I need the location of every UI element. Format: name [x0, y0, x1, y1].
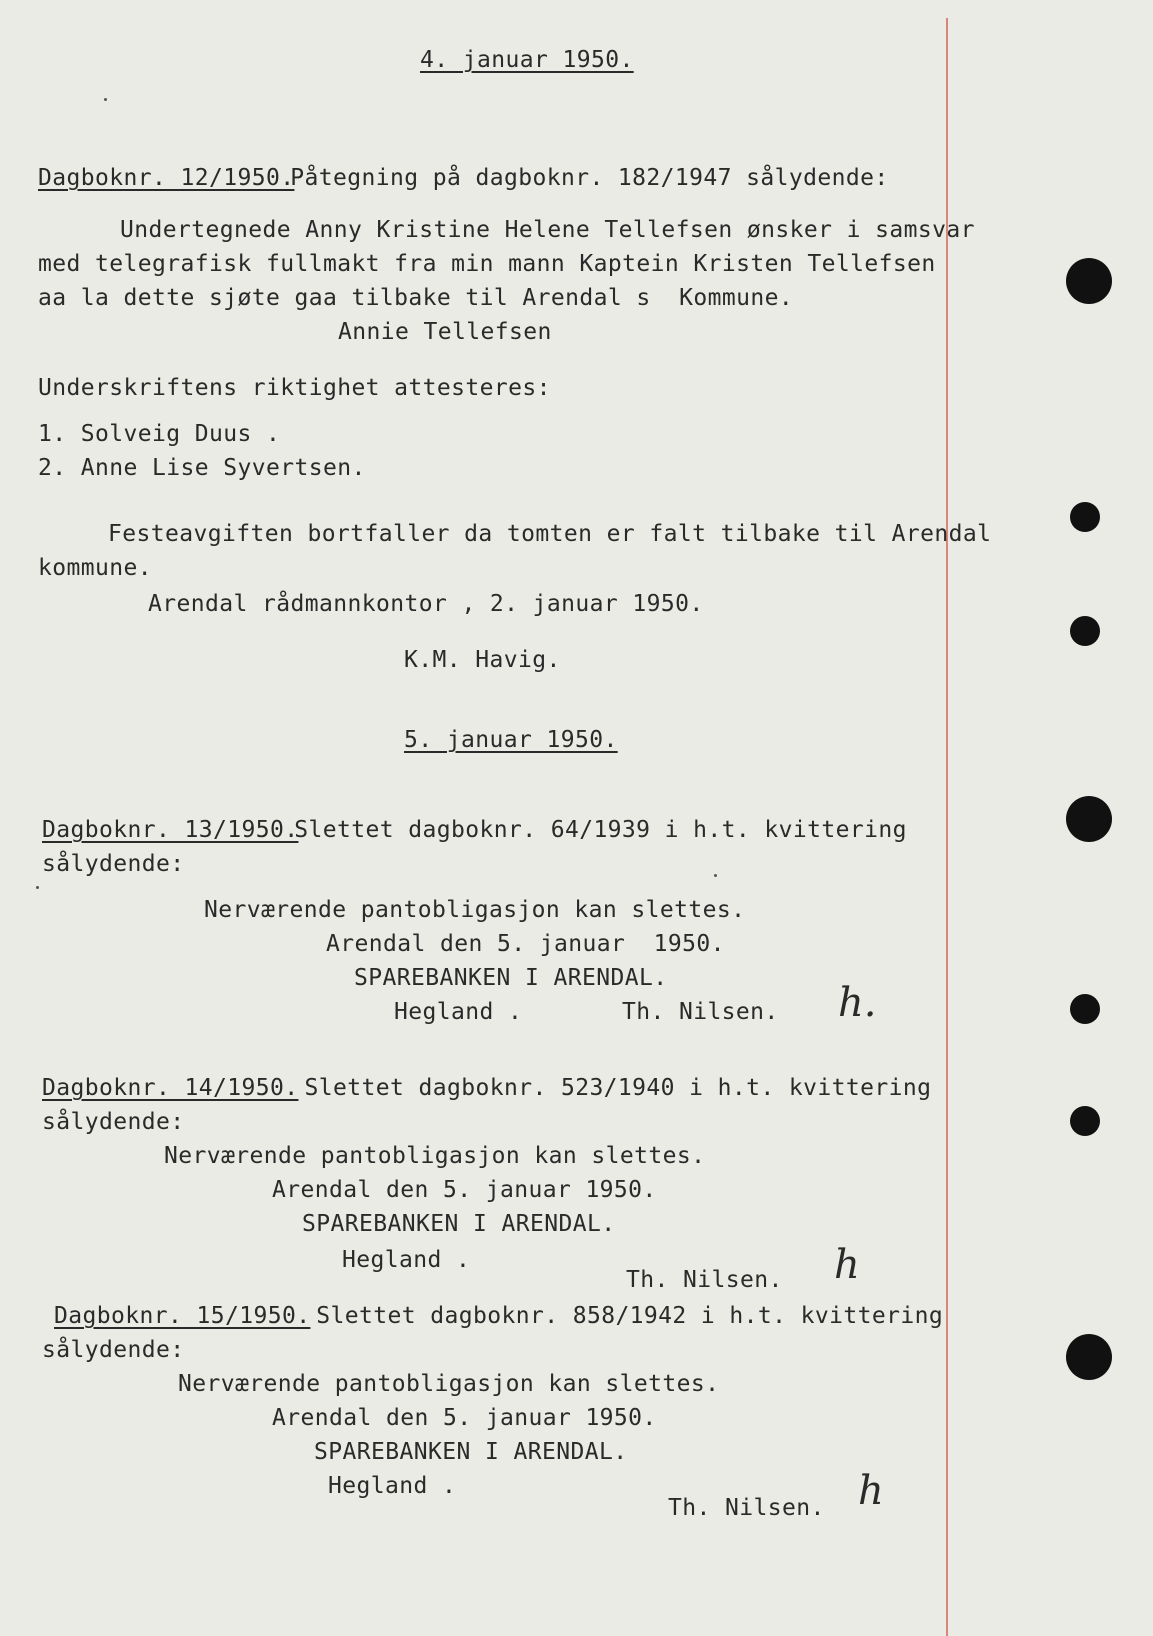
punch-hole: [1070, 1106, 1100, 1136]
entry-12-number: Dagboknr. 12/1950.: [38, 165, 295, 191]
punch-hole: [1070, 502, 1100, 532]
entry-12-witness-1: 1. Solveig Duus .: [38, 421, 281, 447]
entry-12-text-2: med telegrafisk fullmakt fra min mann Kaptein Kristen Tellefsen: [38, 251, 936, 277]
entry-15-signer-1: Hegland .: [328, 1473, 457, 1499]
date-heading-1: 4. januar 1950.: [420, 47, 634, 73]
margin-line: [946, 18, 948, 1636]
entry-13-sub: sålydende:: [42, 851, 185, 877]
entry-13-title: Slettet dagboknr. 64/1939 i h.t. kvittering: [280, 817, 907, 843]
entry-15-number: Dagboknr. 15/1950.: [54, 1303, 311, 1329]
entry-13-signers: Hegland . Th. Nilsen.: [394, 999, 779, 1025]
entry-13-bank: SPAREBANKEN I ARENDAL.: [354, 965, 668, 991]
entry-12-text-1: Undertegnede Anny Kristine Helene Tellefsen ønsker i samsvar: [120, 217, 975, 243]
entry-13-text-2: Arendal den 5. januar 1950.: [326, 931, 725, 957]
entry-14-signer-2: Th. Nilsen.: [626, 1267, 783, 1293]
entry-14-sub: sålydende:: [42, 1109, 185, 1135]
entry-12-signer: K.M. Havig.: [404, 647, 561, 673]
entry-15-signer-2: Th. Nilsen.: [668, 1495, 825, 1521]
entry-12-note-1: Festeavgiften bortfaller da tomten er falt tilbake til Arendal: [108, 521, 992, 547]
punch-hole: [1066, 258, 1112, 304]
entry-14-bank: SPAREBANKEN I ARENDAL.: [302, 1211, 616, 1237]
entry-15-text-1: Nerværende pantobligasjon kan slettes.: [178, 1371, 720, 1397]
paper-speck: [104, 98, 107, 101]
entry-14-signer-1: Hegland .: [342, 1247, 471, 1273]
entry-15-text-2: Arendal den 5. januar 1950.: [272, 1405, 657, 1431]
entry-12-place-date: Arendal rådmannkontor , 2. januar 1950.: [148, 591, 704, 617]
entry-12-signature-name: Annie Tellefsen: [338, 319, 552, 345]
entry-12-text-3: aa la dette sjøte gaa tilbake til Arendal s Kommune.: [38, 285, 794, 311]
entry-12-attest: Underskriftens riktighet attesteres:: [38, 375, 551, 401]
entry-14-text-1: Nerværende pantobligasjon kan slettes.: [164, 1143, 706, 1169]
punch-hole: [1070, 616, 1100, 646]
entry-14-initials-mark: h: [834, 1242, 860, 1288]
paper-speck: [714, 874, 717, 877]
punch-hole: [1066, 1334, 1112, 1380]
entry-13-text-1: Nerværende pantobligasjon kan slettes.: [204, 897, 746, 923]
entry-13-number: Dagboknr. 13/1950.: [42, 817, 299, 843]
entry-12-note-2: kommune.: [38, 555, 152, 581]
punch-hole: [1066, 796, 1112, 842]
paper-speck: [36, 886, 39, 889]
entry-15-sub: sålydende:: [42, 1337, 185, 1363]
entry-15-bank: SPAREBANKEN I ARENDAL.: [314, 1439, 628, 1465]
punch-hole: [1070, 994, 1100, 1024]
entry-14-text-2: Arendal den 5. januar 1950.: [272, 1177, 657, 1203]
entry-12-witness-2: 2. Anne Lise Syvertsen.: [38, 455, 366, 481]
entry-14-title: Slettet dagboknr. 523/1940 i h.t. kvittering: [276, 1075, 932, 1101]
entry-14-number: Dagboknr. 14/1950.: [42, 1075, 299, 1101]
entry-12-title: Påtegning på dagboknr. 182/1947 sålydende:: [276, 165, 889, 191]
entry-15-initials-mark: h: [858, 1468, 884, 1514]
date-heading-2: 5. januar 1950.: [404, 727, 618, 753]
entry-13-initials-mark: h.: [838, 980, 877, 1026]
entry-15-title: Slettet dagboknr. 858/1942 i h.t. kvittering: [302, 1303, 944, 1329]
